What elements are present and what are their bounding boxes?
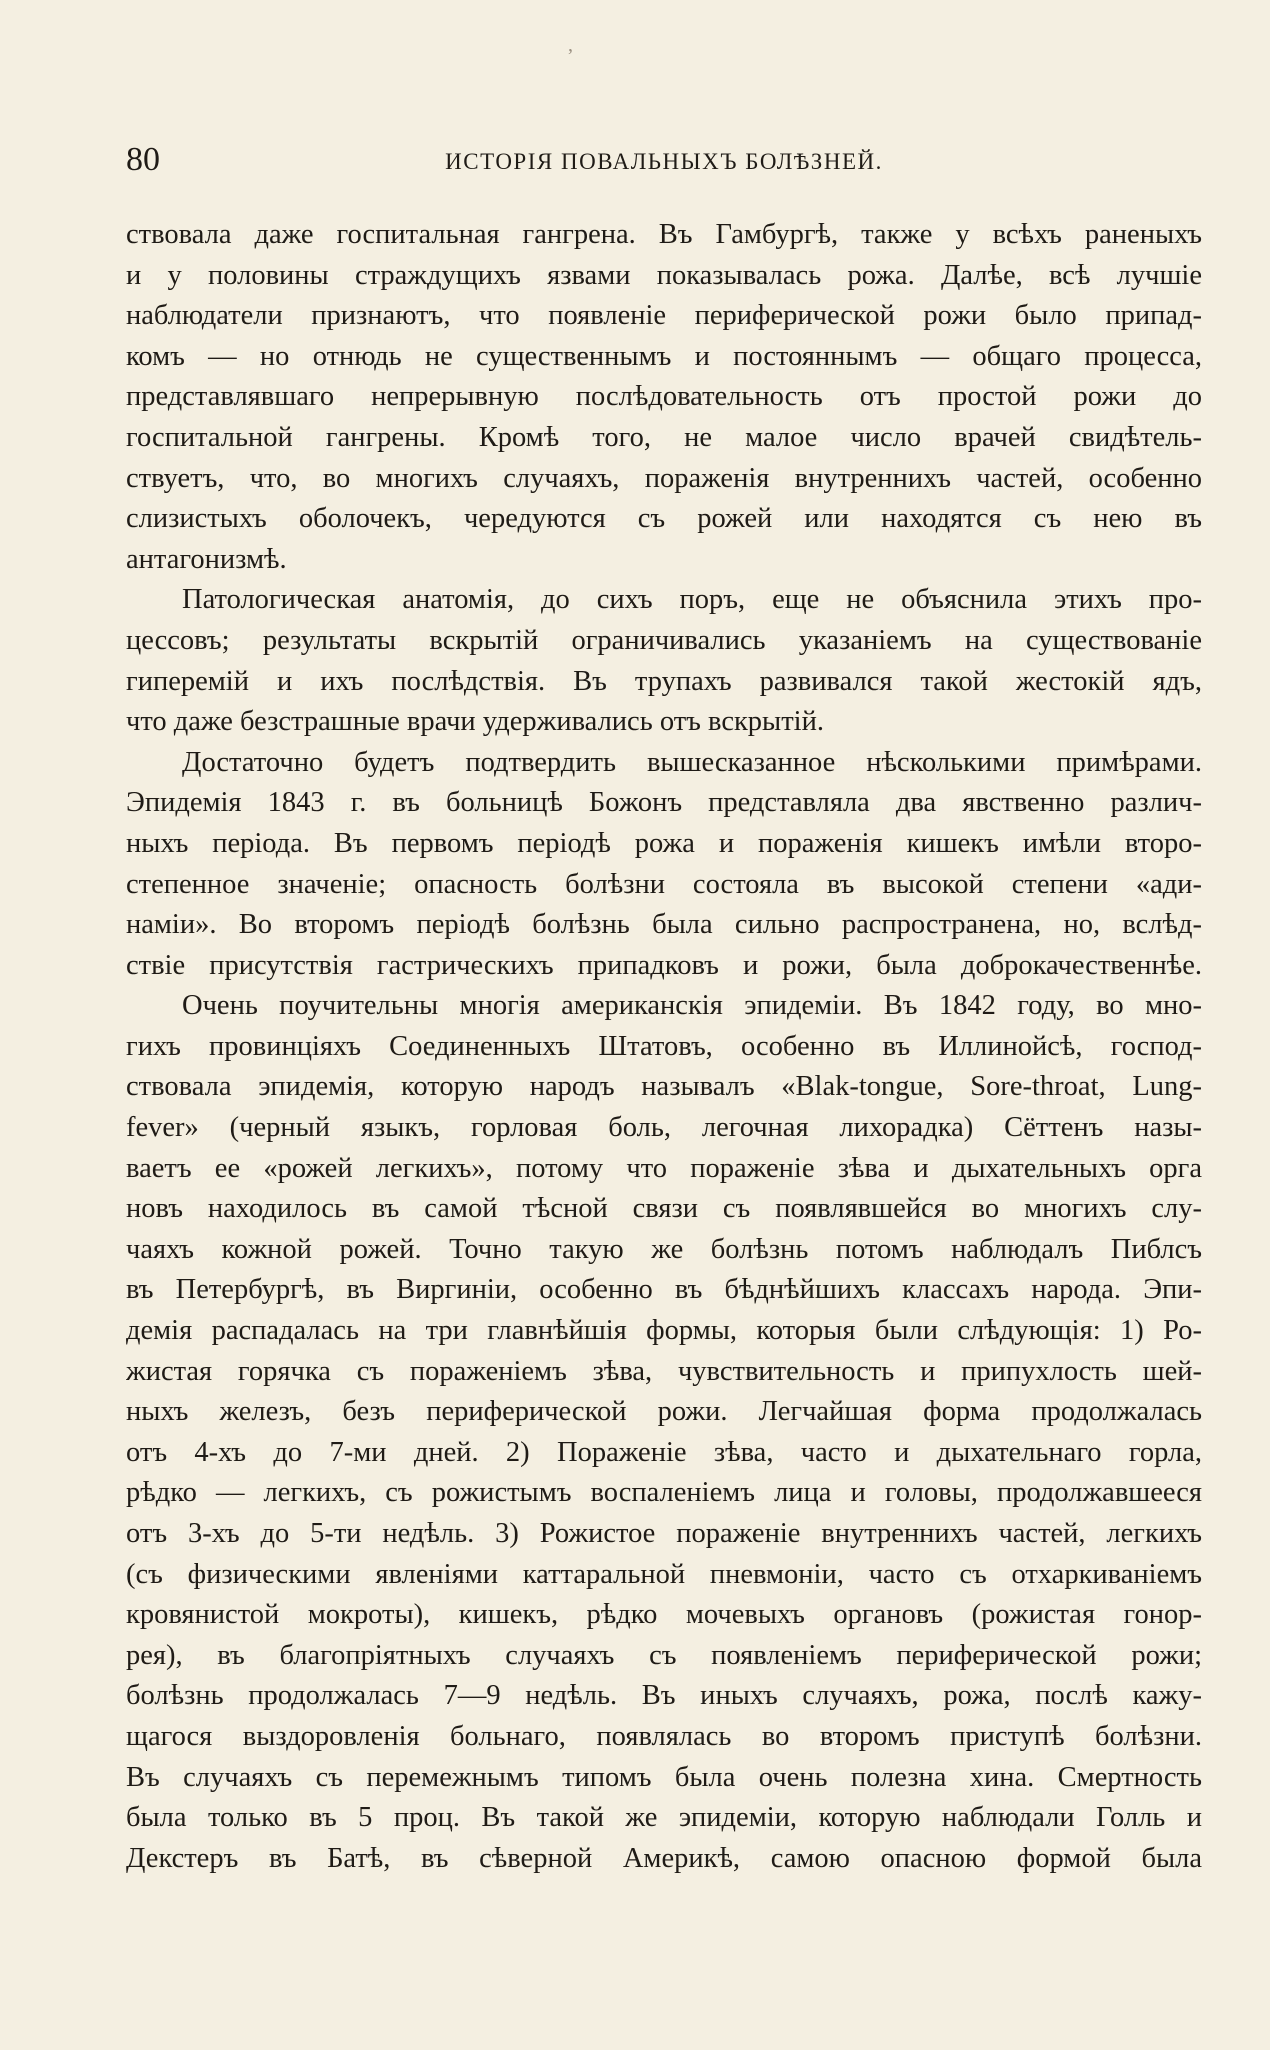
running-title: ИСТОРІЯ ПОВАЛЬНЫХЪ БОЛѢЗНЕЙ. <box>445 149 883 174</box>
page-speck: , <box>568 34 573 56</box>
text-line: болѣзнь продолжалась 7—9 недѣль. Въ иныхъ случаяхъ, рожа, послѣ кажу- <box>126 1680 1202 1712</box>
text-line: демія распадалась на три главнѣйшія формы, которыя были слѣдующія: 1) Ро- <box>126 1315 1202 1347</box>
text-line: кровянистой мокроты), кишекъ, рѣдко мочевыхъ органовъ (рожистая гонор- <box>126 1599 1202 1631</box>
text-line: степенное значеніе; опасность болѣзни состояла въ высокой степени «ади- <box>126 868 1202 900</box>
text-line: госпитальной гангрены. Кромѣ того, не малое число врачей свидѣтель- <box>126 421 1202 453</box>
text-line: что даже безстрашные врачи удерживались отъ вскрытій. <box>126 706 824 738</box>
text-line: наблюдатели признаютъ, что появленіе периферической рожи было припад- <box>126 300 1202 332</box>
text-line: Очень поучительны многія американскія эпидеміи. Въ 1842 году, во мно- <box>182 990 1202 1022</box>
text-line: и у половины страждущихъ язвами показывалась рожа. Далѣе, всѣ лучшіе <box>126 259 1202 291</box>
text-line: щагося выздоровленія больнаго, появлялась во второмъ приступѣ болѣзни. <box>126 1720 1202 1752</box>
text-line: рѣдко — легкихъ, съ рожистымъ воспаленіемъ лица и головы, продолжавшееся <box>126 1477 1202 1509</box>
text-line: ствовала эпидемія, которую народъ называлъ «Blak-tongue, Sore-throat, Lung- <box>126 1071 1202 1103</box>
text-line: гиперемій и ихъ послѣдствія. Въ трупахъ развивался такой жестокій ядъ, <box>126 665 1202 697</box>
text-line: была только въ 5 проц. Въ такой же эпидеміи, которую наблюдали Голль и <box>126 1802 1202 1834</box>
text-line: ствуетъ, что, во многихъ случаяхъ, пораженія внутреннихъ частей, особенно <box>126 462 1202 494</box>
text-line: цессовъ; результаты вскрытій ограничивались указаніемъ на существованіе <box>126 624 1202 656</box>
text-line: Достаточно будетъ подтвердить вышесказанное нѣсколькими примѣрами. <box>182 746 1202 778</box>
text-line: представлявшаго непрерывную послѣдовательность отъ простой рожи до <box>126 381 1202 413</box>
page-number: 80 <box>126 141 160 178</box>
text-line: fever» (черный языкъ, горловая боль, легочная лихорадка) Сёттенъ назы- <box>126 1112 1202 1144</box>
text-line: отъ 4-хъ до 7-ми дней. 2) Пораженіе зѣва, часто и дыхательнаго горла, <box>126 1436 1202 1468</box>
text-line: Въ случаяхъ съ перемежнымъ типомъ была очень полезна хина. Смертность <box>126 1761 1202 1793</box>
text-line: ныхъ періода. Въ первомъ періодѣ рожа и пораженія кишекъ имѣли второ- <box>126 827 1202 859</box>
text-line: въ Петербургѣ, въ Виргиніи, особенно въ бѣднѣйшихъ классахъ народа. Эпи- <box>126 1274 1202 1306</box>
text-line: ствіе присутствія гастрическихъ припадковъ и рожи, была доброкачественнѣе. <box>126 949 1202 981</box>
text-line: новъ находилось въ самой тѣсной связи съ появлявшейся во многихъ слу- <box>126 1193 1202 1225</box>
text-line: Декстеръ въ Батѣ, въ сѣверной Америкѣ, самою опасною формой была <box>126 1842 1202 1874</box>
text-line: слизистыхъ оболочекъ, чередуются съ рожей или находятся съ нею въ <box>126 503 1202 535</box>
text-line: ствовала даже госпитальная гангрена. Въ Гамбургѣ, также у всѣхъ раненыхъ <box>126 219 1202 250</box>
text-line: (съ физическими явленіями каттаральной пневмоніи, часто съ отхаркиваніемъ <box>126 1558 1202 1590</box>
text-line: ваетъ ее «рожей легкихъ», потому что пораженіе зѣва и дыхательныхъ орга <box>126 1152 1202 1184</box>
text-line: Патологическая анатомія, до сихъ поръ, еще не объяснила этихъ про- <box>182 584 1202 616</box>
page-header <box>126 138 1202 182</box>
text-line: жистая горячка съ пораженіемъ зѣва, чувствительность и припухлость шей- <box>126 1355 1202 1387</box>
text-line: Эпидемія 1843 г. въ больницѣ Божонъ представляла два явственно различ- <box>126 787 1202 819</box>
text-line: комъ — но отнюдь не существеннымъ и постояннымъ — общаго процесса, <box>126 340 1202 372</box>
text-line: отъ 3-хъ до 5-ти недѣль. 3) Рожистое пораженіе внутреннихъ частей, легкихъ <box>126 1518 1202 1549</box>
text-line: антагонизмѣ. <box>126 543 287 575</box>
text-line: гихъ провинціяхъ Соединенныхъ Штатовъ, особенно въ Иллинойсѣ, господ- <box>126 1030 1202 1062</box>
text-line: наміи». Во второмъ періодѣ болѣзнь была сильно распространена, но, вслѣд- <box>126 909 1202 941</box>
text-line: рея), въ благопріятныхъ случаяхъ съ появленіемъ периферической рожи; <box>126 1639 1202 1671</box>
text-line: чаяхъ кожной рожей. Точно такую же болѣзнь потомъ наблюдалъ Пиблсъ <box>126 1233 1202 1265</box>
body-text <box>126 215 1202 1879</box>
text-line: ныхъ железъ, безъ периферической рожи. Легчайшая форма продолжалась <box>126 1396 1202 1428</box>
